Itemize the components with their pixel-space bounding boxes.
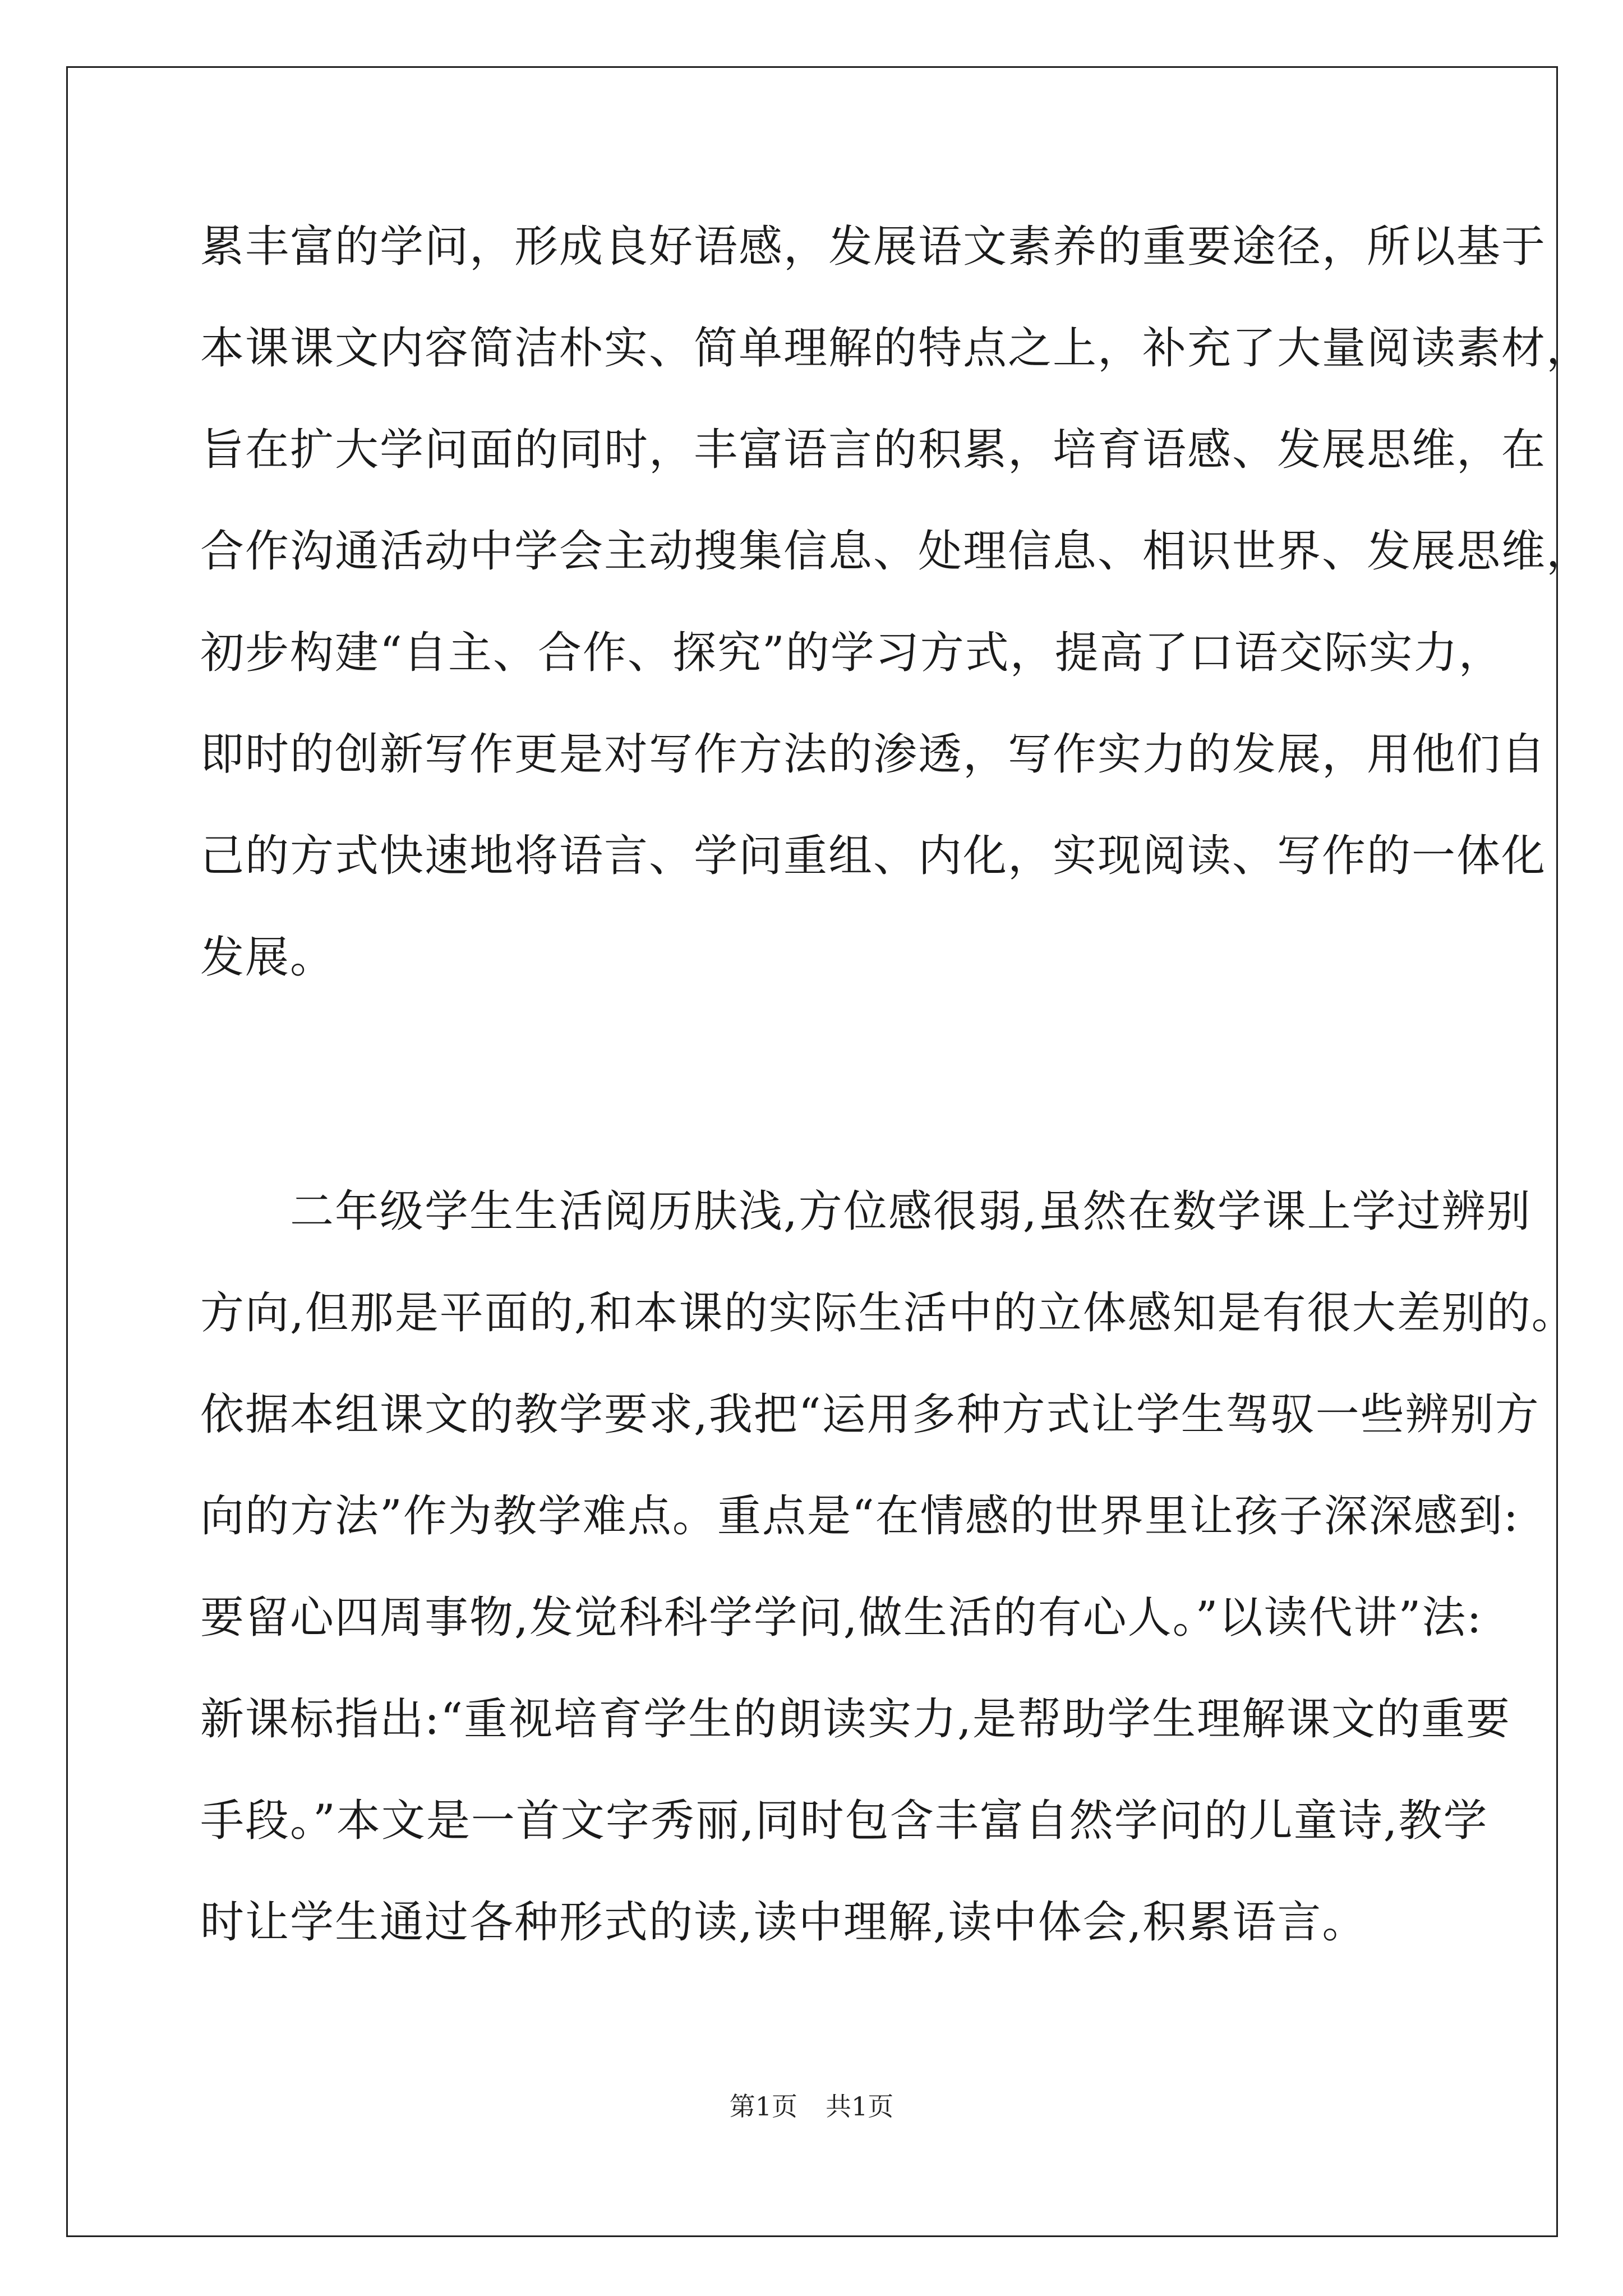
page-footer <box>0 2090 1623 2123</box>
text-line: 新课标指出:“重视培育学生的朗读实力,是帮助学生理解课文的重要 <box>200 1694 1511 1745</box>
text-line: 要留心四周事物,发觉科科学学问,做生活的有心人。”以读代讲”法: <box>200 1593 1483 1643</box>
text-line: 依据本组课文的教学要求,我把“运用多种方式让学生驾驭一些辨别方 <box>200 1389 1540 1440</box>
text-line: 初步构建“自主、合作、探究”的学习方式，提高了口语交际实力， <box>200 628 1504 678</box>
text-line: 本课课文内容简洁朴实、简单理解的特点之上，补充了大量阅读素材， <box>200 323 1592 374</box>
text-line: 即时的创新写作更是对写作方法的渗透，写作实力的发展，用他们自 <box>200 729 1547 780</box>
text-line: 累丰富的学问，形成良好语感，发展语文素养的重要途径，所以基于 <box>200 222 1547 272</box>
total-pages: 共1页 <box>826 2091 894 2122</box>
text-line: 方向,但那是平面的,和本课的实际生活中的立体感知是有很大差别的。 <box>200 1288 1576 1338</box>
text-line: 向的方法”作为教学难点。重点是“在情感的世界里让孩子深深感到: <box>200 1491 1520 1542</box>
text-line: 合作沟通活动中学会主动搜集信息、处理信息、相识世界、发展思维， <box>200 526 1592 577</box>
page-number: 第1页 <box>729 2091 797 2122</box>
text-line: 发展。 <box>200 932 335 983</box>
text-line: 己的方式快速地将语言、学问重组、内化，实现阅读、写作的一体化 <box>200 831 1547 881</box>
text-line: 时让学生通过各种形式的读,读中理解,读中体会,积累语言。 <box>200 1897 1367 1948</box>
text-line: 旨在扩大学问面的同时，丰富语言的积累，培育语感、发展思维，在 <box>200 425 1547 475</box>
text-line: 手段。”本文是一首文字秀丽,同时包含丰富自然学问的儿童诗,教学 <box>200 1796 1488 1846</box>
text-line: 二年级学生生活阅历肤浅,方位感很弱,虽然在数学课上学过辨别 <box>200 1186 1532 1237</box>
